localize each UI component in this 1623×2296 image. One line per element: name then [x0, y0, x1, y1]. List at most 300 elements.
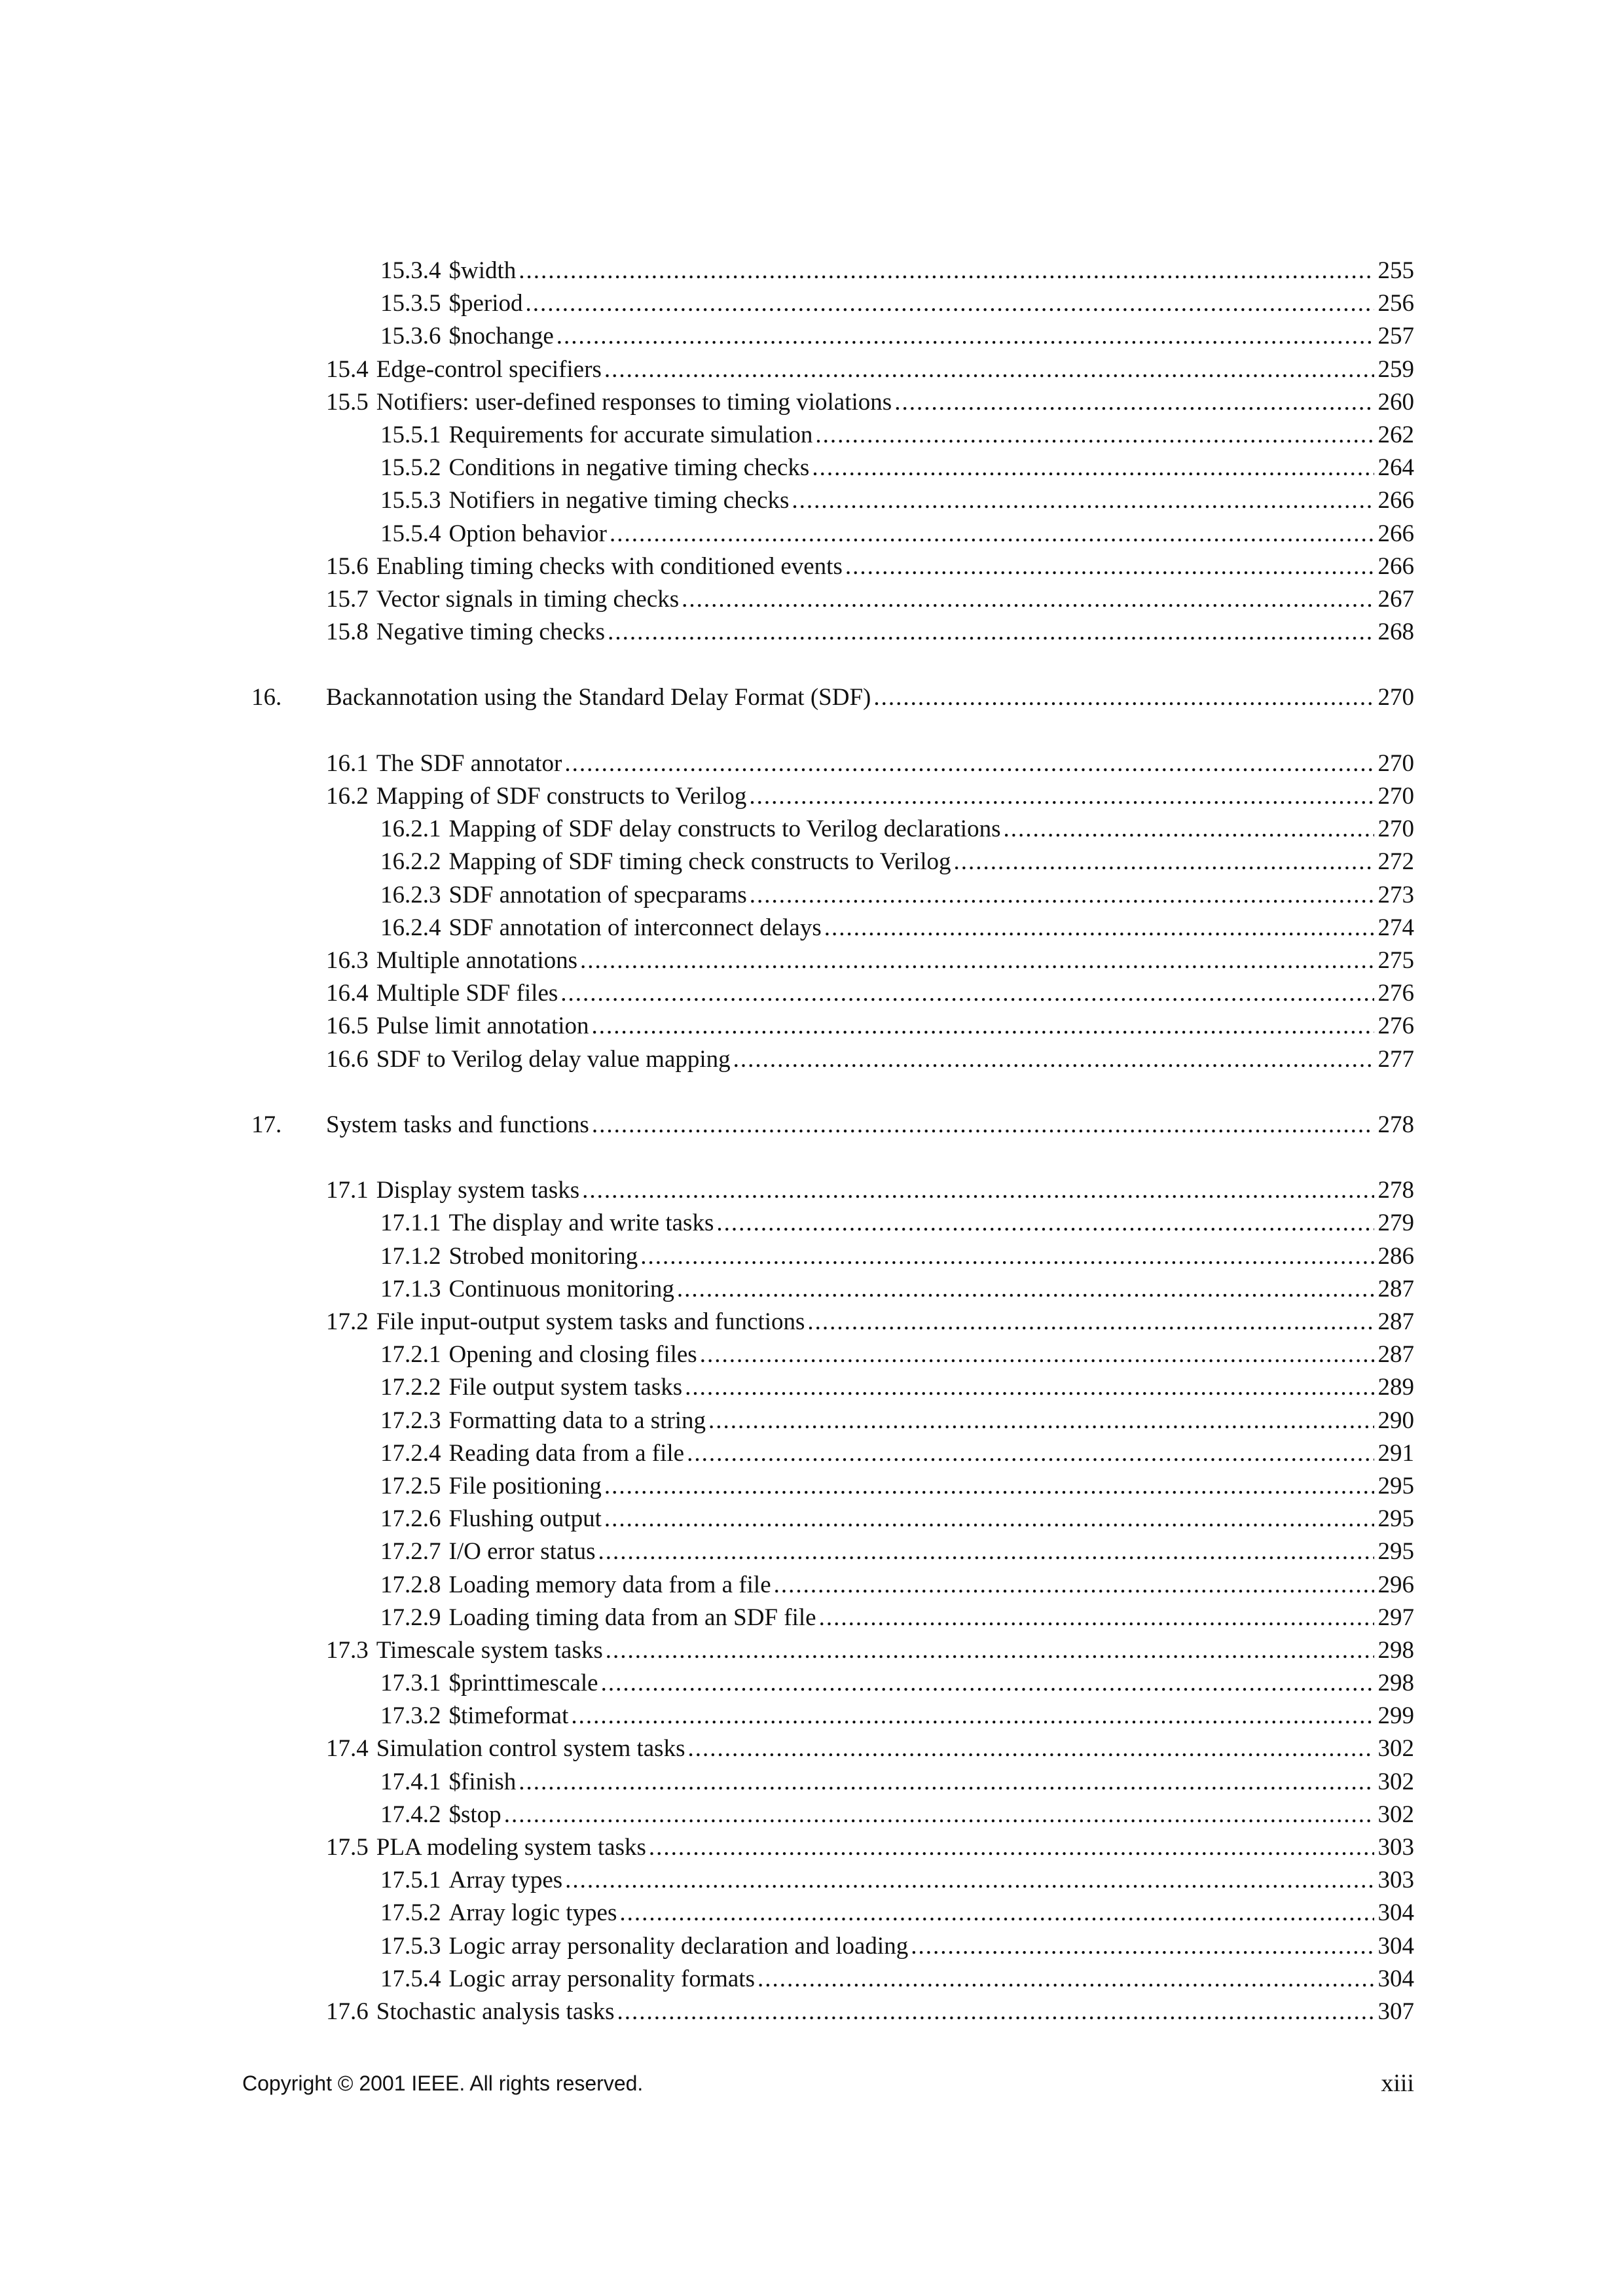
toc-page-number: 296 [1377, 1571, 1414, 1598]
toc-entry[interactable] [0, 1700, 1623, 1732]
toc-entry-line [326, 1732, 1414, 1765]
toc-entry[interactable] [0, 1371, 1623, 1404]
toc-entry-line [326, 550, 1414, 583]
toc-entry-line [380, 1503, 1414, 1535]
toc-entry[interactable] [0, 616, 1623, 649]
toc-page-number: 278 [1377, 1111, 1414, 1138]
toc-page-number: 298 [1377, 1636, 1414, 1664]
toc-entry-number: 17.2.8 [380, 1571, 441, 1598]
toc-dot-leader [845, 550, 1374, 583]
toc-entry-title: Mapping of SDF timing check constructs to Verilog [448, 848, 951, 876]
toc-entry-title: Multiple SDF files [376, 980, 558, 1007]
toc-entry-number: 17.6 [326, 1998, 369, 2025]
toc-entry-title: $timeformat [448, 1702, 569, 1730]
toc-entry-line [380, 879, 1414, 912]
toc-entry[interactable] [0, 1273, 1623, 1306]
toc-entry-title: Conditions in negative timing checks [448, 454, 810, 482]
toc-dot-leader [560, 977, 1374, 1010]
toc-entry-number: 17.3 [326, 1636, 369, 1664]
toc-entry[interactable] [0, 1963, 1623, 1996]
toc-entry-title: Mapping of SDF constructs to Verilog [376, 783, 747, 810]
toc-entry-line [380, 1240, 1414, 1273]
toc-dot-leader [606, 1634, 1374, 1667]
toc-entry-title: Negative timing checks [376, 619, 606, 646]
toc-entry-title: $printtimescale [448, 1670, 598, 1697]
toc-page-number: 304 [1377, 1899, 1414, 1927]
toc-entry-title: File positioning [448, 1472, 602, 1499]
toc-entry[interactable] [0, 1996, 1623, 2028]
toc-entry-title: File input-output system tasks and functions [376, 1308, 805, 1335]
toc-entry-number: 16.2.3 [380, 881, 441, 908]
toc-entry-line [380, 518, 1414, 550]
page-number: xiii [1381, 2070, 1414, 2097]
toc-entry-number: 15.3.6 [380, 323, 441, 350]
toc-entry[interactable] [0, 1602, 1623, 1634]
toc-page-number: 275 [1377, 946, 1414, 974]
toc-page-number: 266 [1377, 487, 1414, 514]
toc-entry-line [380, 1338, 1414, 1371]
toc-entry-title: Formatting data to a string [448, 1407, 706, 1434]
toc-entry[interactable] [0, 1667, 1623, 1700]
toc-entry-line [326, 353, 1414, 386]
toc-entry-title: Pulse limit annotation [376, 1013, 589, 1040]
toc-entry[interactable] [0, 1569, 1623, 1602]
toc-dot-leader [708, 1405, 1374, 1437]
toc-dot-leader [687, 1437, 1374, 1470]
toc-dot-leader [564, 747, 1374, 780]
toc-spacer [0, 715, 1623, 747]
toc-entry-line [380, 1897, 1414, 1929]
toc-dot-leader [954, 846, 1374, 878]
toc-entry-line [326, 1306, 1414, 1338]
toc-dot-leader [604, 353, 1374, 386]
toc-page-number: 268 [1377, 619, 1414, 646]
toc-entry-line [326, 681, 1414, 714]
toc-entry-title: System tasks and functions [326, 1111, 589, 1138]
toc-dot-leader [592, 1109, 1374, 1141]
toc-dot-leader [604, 1503, 1374, 1535]
toc-entry-title: $stop [448, 1801, 501, 1828]
toc-page-number: 260 [1377, 388, 1414, 416]
toc-entry-line [380, 419, 1414, 452]
toc-dot-leader [640, 1240, 1374, 1273]
toc-entry-title: Strobed monitoring [448, 1242, 638, 1270]
toc-entry[interactable] [0, 1207, 1623, 1240]
toc-entry-number: 16.2 [326, 783, 369, 810]
toc-entry-line [380, 255, 1414, 287]
toc-page-number: 272 [1377, 848, 1414, 876]
toc-entry-number: 17.2.5 [380, 1472, 441, 1499]
toc-entry-number: 16.2.2 [380, 848, 441, 876]
toc-entry-line [380, 1535, 1414, 1568]
toc-entry-line [380, 1207, 1414, 1240]
toc-entry[interactable] [0, 255, 1623, 287]
toc-page-number: 298 [1377, 1670, 1414, 1697]
toc-page-number: 302 [1377, 1801, 1414, 1828]
toc-dot-leader [812, 452, 1374, 484]
toc-entry-title: Simulation control system tasks [376, 1735, 685, 1763]
toc-dot-leader [565, 1864, 1374, 1897]
toc-entry[interactable] [0, 1634, 1623, 1667]
toc-page-number: 259 [1377, 355, 1414, 383]
toc-page-number: 276 [1377, 980, 1414, 1007]
toc-dot-leader [750, 879, 1374, 912]
toc-entry[interactable] [0, 419, 1623, 452]
toc-entry-number: 15.4 [326, 355, 369, 383]
toc-spacer [0, 1076, 1623, 1109]
toc-entry-title: Opening and closing files [448, 1341, 697, 1369]
toc-entry-title: SDF to Verilog delay value mapping [376, 1045, 731, 1073]
toc-entry-title: Reading data from a file [448, 1439, 685, 1467]
toc-entry-number: 17.1.3 [380, 1275, 441, 1302]
toc-entry-line [326, 1634, 1414, 1667]
toc-dot-leader [749, 780, 1374, 813]
toc-entry-line [380, 912, 1414, 944]
toc-entry[interactable] [0, 1897, 1623, 1929]
toc-entry[interactable] [0, 1831, 1623, 1864]
toc-dot-leader [619, 1897, 1374, 1929]
toc-entry-title: Multiple annotations [376, 946, 578, 974]
toc-page-number: 295 [1377, 1505, 1414, 1533]
toc-page-number: 287 [1377, 1308, 1414, 1335]
toc-page-number: 270 [1377, 816, 1414, 843]
toc-entry-line [326, 780, 1414, 813]
toc-page-number: 303 [1377, 1834, 1414, 1861]
toc-entry-line [326, 1174, 1414, 1207]
toc-chapter-entry[interactable] [0, 1109, 1623, 1141]
toc-dot-leader [592, 1010, 1374, 1043]
toc-dot-leader [687, 1732, 1374, 1765]
toc-entry-number: 16.5 [326, 1013, 369, 1040]
toc-entry-line [380, 1371, 1414, 1404]
toc-dot-leader [601, 1667, 1374, 1700]
toc-entry-line [326, 977, 1414, 1010]
toc-entry[interactable] [0, 813, 1623, 846]
toc-entry-title: Array logic types [448, 1899, 617, 1927]
toc-entry-title: Timescale system tasks [376, 1636, 603, 1664]
toc-page-number: 307 [1377, 1998, 1414, 2025]
toc-page-number: 291 [1377, 1439, 1414, 1467]
toc-page-number: 255 [1377, 257, 1414, 284]
toc-dot-leader [677, 1273, 1374, 1306]
toc-entry-number: 17.2.1 [380, 1341, 441, 1369]
toc-page-number: 304 [1377, 1965, 1414, 1992]
toc-entry[interactable] [0, 1437, 1623, 1470]
toc-chapter-number: 16. [251, 684, 282, 711]
toc-page-number: 290 [1377, 1407, 1414, 1434]
toc-entry-line [326, 1010, 1414, 1043]
toc-entry-title: Enabling timing checks with conditioned events [376, 552, 843, 580]
toc-entry-number: 16.2.1 [380, 816, 441, 843]
toc-page-number: 277 [1377, 1045, 1414, 1073]
toc-entry-title: The display and write tasks [448, 1210, 714, 1237]
toc-dot-leader [757, 1963, 1374, 1996]
toc-entry-number: 17.5.4 [380, 1965, 441, 1992]
toc-dot-leader [894, 386, 1374, 419]
toc-page-number: 286 [1377, 1242, 1414, 1270]
toc-entry[interactable] [0, 1732, 1623, 1765]
toc-entry[interactable] [0, 1766, 1623, 1799]
toc-entry-number: 17.2.4 [380, 1439, 441, 1467]
toc-entry-title: Backannotation using the Standard Delay Format (SDF) [326, 684, 871, 711]
toc-entry-line [326, 616, 1414, 649]
toc-entry-number: 17.5.2 [380, 1899, 441, 1927]
toc-dot-leader [792, 484, 1374, 517]
toc-entry-line [380, 287, 1414, 320]
toc-entry-line [326, 386, 1414, 419]
toc-entry-title: File output system tasks [448, 1374, 683, 1401]
toc-entry-title: Mapping of SDF delay constructs to Verilog declarations [448, 816, 1001, 843]
toc-entry[interactable] [0, 1174, 1623, 1207]
toc-entry[interactable] [0, 386, 1623, 419]
toc-entry[interactable] [0, 747, 1623, 780]
toc-entry-number: 17.4.1 [380, 1768, 441, 1795]
toc-entry[interactable] [0, 780, 1623, 813]
toc-entry-line [380, 1273, 1414, 1306]
toc-dot-leader [571, 1700, 1374, 1732]
toc-entry-number: 17.5 [326, 1834, 369, 1861]
toc-entry[interactable] [0, 1799, 1623, 1831]
toc-entry-number: 17.1.2 [380, 1242, 441, 1270]
toc-page-number: 297 [1377, 1604, 1414, 1631]
toc-dot-leader [807, 1306, 1374, 1338]
toc-entry[interactable] [0, 977, 1623, 1010]
toc-entry-number: 15.5.3 [380, 487, 441, 514]
toc-entry-line [326, 1831, 1414, 1864]
toc-page-number: 303 [1377, 1867, 1414, 1894]
toc-entry-title: SDF annotation of interconnect delays [448, 914, 822, 941]
toc-dot-leader [598, 1535, 1374, 1568]
toc-dot-leader [519, 255, 1374, 287]
toc-entry-line [380, 320, 1414, 353]
toc-page-number: 302 [1377, 1735, 1414, 1763]
toc-page-number: 266 [1377, 552, 1414, 580]
toc-entry-title: Flushing output [448, 1505, 602, 1533]
toc-entry-line [326, 944, 1414, 977]
toc-entry-line [380, 1667, 1414, 1700]
toc-entry-number: 16.4 [326, 980, 369, 1007]
toc-entry-title: Requirements for accurate simulation [448, 421, 813, 448]
toc-entry-number: 15.8 [326, 619, 369, 646]
toc-page-number: 302 [1377, 1768, 1414, 1795]
toc-entry-title: $width [448, 257, 517, 284]
toc-entry-line [380, 1437, 1414, 1470]
toc-entry-title: Continuous monitoring [448, 1275, 674, 1302]
toc-page-number: 295 [1377, 1538, 1414, 1566]
toc-page-number: 270 [1377, 783, 1414, 810]
toc-entry-line [380, 1405, 1414, 1437]
toc-entry-title: Loading timing data from an SDF file [448, 1604, 816, 1631]
toc-entry[interactable] [0, 1405, 1623, 1437]
toc-entry-number: 17.4 [326, 1735, 369, 1763]
toc-dot-leader [716, 1207, 1374, 1240]
toc-page-number: 274 [1377, 914, 1414, 941]
toc-dot-leader [700, 1338, 1374, 1371]
toc-page-number: 256 [1377, 290, 1414, 317]
toc-dot-leader [685, 1371, 1374, 1404]
toc-entry[interactable] [0, 1864, 1623, 1897]
toc-entry-line [326, 1996, 1414, 2028]
toc-entry[interactable] [0, 1535, 1623, 1568]
toc-entry-number: 16.1 [326, 749, 369, 777]
toc-entry-line [380, 1700, 1414, 1732]
toc-entry-number: 16.3 [326, 946, 369, 974]
toc-entry[interactable] [0, 1240, 1623, 1273]
toc-page-number: 295 [1377, 1472, 1414, 1499]
toc-dot-leader [519, 1766, 1374, 1799]
toc-page-number: 264 [1377, 454, 1414, 482]
toc-entry-title: Display system tasks [376, 1177, 580, 1204]
toc-entry-line [380, 484, 1414, 517]
toc-page-number: 276 [1377, 1013, 1414, 1040]
toc-entry[interactable] [0, 550, 1623, 583]
toc-entry[interactable] [0, 912, 1623, 944]
toc-entry-title: SDF annotation of specparams [448, 881, 747, 908]
toc-entry-title: Array types [448, 1867, 563, 1894]
toc-dot-leader [504, 1799, 1374, 1831]
toc-entry[interactable] [0, 846, 1623, 878]
toc-dot-leader [682, 583, 1374, 616]
toc-entry-title: $nochange [448, 323, 554, 350]
toc-entry-number: 17.2 [326, 1308, 369, 1335]
toc-entry-number: 17.1 [326, 1177, 369, 1204]
toc-entry[interactable] [0, 1930, 1623, 1963]
toc-entry[interactable] [0, 518, 1623, 550]
toc-dot-leader [580, 944, 1374, 977]
toc-dot-leader [526, 287, 1374, 320]
toc-entry-line [380, 1963, 1414, 1996]
toc-page-number: 289 [1377, 1374, 1414, 1401]
toc-entry-title: Stochastic analysis tasks [376, 1998, 615, 2025]
toc-chapter-number: 17. [251, 1111, 282, 1138]
toc-entry[interactable] [0, 452, 1623, 484]
toc-entry[interactable] [0, 320, 1623, 353]
toc-entry-number: 15.7 [326, 585, 369, 613]
table-of-contents [0, 255, 1623, 2028]
toc-entry-line [380, 813, 1414, 846]
toc-page-number: 266 [1377, 520, 1414, 547]
toc-dot-leader [873, 681, 1374, 714]
toc-entry-title: Notifiers in negative timing checks [448, 487, 790, 514]
toc-entry-title: PLA modeling system tasks [376, 1834, 646, 1861]
toc-entry-title: $period [448, 290, 523, 317]
toc-entry-line [380, 452, 1414, 484]
toc-entry[interactable] [0, 1470, 1623, 1503]
toc-entry-line [326, 583, 1414, 616]
toc-dot-leader [824, 912, 1374, 944]
toc-page-number: 270 [1377, 749, 1414, 777]
toc-dot-leader [1003, 813, 1374, 846]
toc-entry-line [380, 1766, 1414, 1799]
toc-entry-number: 17.1.1 [380, 1210, 441, 1237]
toc-spacer [0, 649, 1623, 681]
toc-entry-line [326, 1109, 1414, 1141]
toc-entry-number: 17.4.2 [380, 1801, 441, 1828]
toc-entry-number: 15.5.1 [380, 421, 441, 448]
toc-page-number: 287 [1377, 1275, 1414, 1302]
toc-page-number: 267 [1377, 585, 1414, 613]
toc-chapter-entry[interactable] [0, 681, 1623, 714]
toc-page-number: 304 [1377, 1932, 1414, 1960]
toc-entry-number: 16.2.4 [380, 914, 441, 941]
toc-entry-line [380, 846, 1414, 878]
toc-entry-number: 17.5.3 [380, 1932, 441, 1960]
toc-entry-title: I/O error status [448, 1538, 596, 1566]
toc-entry-number: 17.2.2 [380, 1374, 441, 1401]
toc-dot-leader [819, 1602, 1374, 1634]
toc-entry[interactable] [0, 287, 1623, 320]
toc-entry-title: Option behavior [448, 520, 607, 547]
toc-dot-leader [911, 1930, 1374, 1963]
toc-page-number: 257 [1377, 323, 1414, 350]
toc-page-number: 287 [1377, 1341, 1414, 1369]
page-footer [242, 2067, 1414, 2100]
toc-entry[interactable] [0, 1306, 1623, 1338]
toc-entry-number: 15.3.5 [380, 290, 441, 317]
toc-page-number: 278 [1377, 1177, 1414, 1204]
toc-page-number: 262 [1377, 421, 1414, 448]
toc-dot-leader [582, 1174, 1374, 1207]
copyright-notice: Copyright © 2001 IEEE. All rights reserved. [242, 2072, 644, 2095]
toc-entry-number: 15.5.2 [380, 454, 441, 482]
toc-entry-title: Edge-control specifiers [376, 355, 602, 383]
toc-entry-line [380, 1799, 1414, 1831]
toc-entry-number: 15.3.4 [380, 257, 441, 284]
toc-entry[interactable] [0, 1010, 1623, 1043]
toc-entry[interactable] [0, 944, 1623, 977]
toc-dot-leader [815, 419, 1374, 452]
toc-entry-line [380, 1470, 1414, 1503]
toc-dot-leader [617, 1996, 1374, 2028]
toc-entry[interactable] [0, 1043, 1623, 1076]
toc-entry-title: Logic array personality formats [448, 1965, 755, 1992]
toc-entry-number: 17.2.7 [380, 1538, 441, 1566]
toc-entry-line [380, 1864, 1414, 1897]
toc-entry[interactable] [0, 1338, 1623, 1371]
toc-entry-number: 15.5.4 [380, 520, 441, 547]
toc-entry[interactable] [0, 583, 1623, 616]
toc-entry[interactable] [0, 1503, 1623, 1535]
toc-entry-line [326, 747, 1414, 780]
toc-entry-number: 17.2.6 [380, 1505, 441, 1533]
toc-entry-line [380, 1930, 1414, 1963]
toc-dot-leader [649, 1831, 1374, 1864]
toc-dot-leader [604, 1470, 1374, 1503]
toc-entry-number: 16.6 [326, 1045, 369, 1073]
toc-entry-line [326, 1043, 1414, 1076]
toc-entry-title: Vector signals in timing checks [376, 585, 680, 613]
toc-entry-number: 15.6 [326, 552, 369, 580]
toc-page-number: 270 [1377, 684, 1414, 711]
toc-entry-title: The SDF annotator [376, 749, 562, 777]
toc-entry-number: 17.3.1 [380, 1670, 441, 1697]
toc-entry[interactable] [0, 484, 1623, 517]
toc-entry-number: 17.2.3 [380, 1407, 441, 1434]
toc-dot-leader [556, 320, 1374, 353]
toc-page-number: 273 [1377, 881, 1414, 908]
toc-spacer [0, 1141, 1623, 1174]
toc-entry-number: 17.3.2 [380, 1702, 441, 1730]
toc-page-number: 279 [1377, 1210, 1414, 1237]
toc-entry-number: 15.5 [326, 388, 369, 416]
toc-entry-line [380, 1602, 1414, 1634]
toc-entry-title: Logic array personality declaration and loading [448, 1932, 909, 1960]
toc-entry-number: 17.2.9 [380, 1604, 441, 1631]
toc-entry[interactable] [0, 879, 1623, 912]
toc-page-number: 299 [1377, 1702, 1414, 1730]
toc-entry-line [380, 1569, 1414, 1602]
toc-entry[interactable] [0, 353, 1623, 386]
